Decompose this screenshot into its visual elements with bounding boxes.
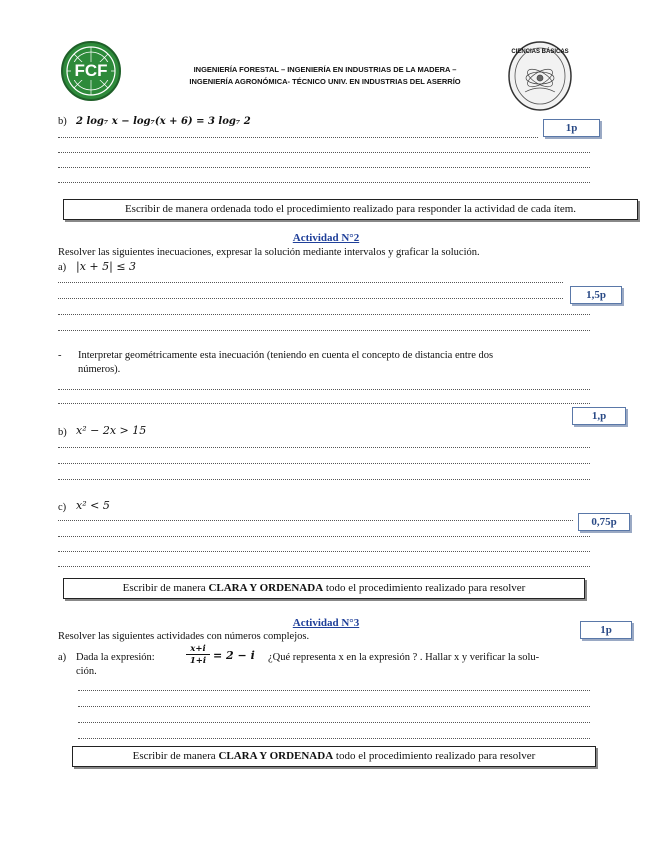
interpret-text-2: números). bbox=[78, 364, 121, 375]
faculty-logo bbox=[60, 40, 122, 102]
department-seal bbox=[507, 40, 573, 112]
item-a3-intro: Dada la expresión: bbox=[76, 652, 155, 663]
activity-3-instruction: Resolver las siguientes actividades con números complejos. bbox=[58, 631, 310, 642]
answer-line[interactable] bbox=[78, 706, 590, 707]
fraction-denominator: 1+i bbox=[189, 656, 207, 666]
item-b-ineq-label: b) bbox=[58, 427, 67, 438]
answer-line[interactable] bbox=[58, 479, 590, 480]
item-b-label: b) bbox=[58, 116, 67, 127]
item-c-expression: x² < 5 bbox=[76, 499, 110, 512]
header-line-2: INGENIERÍA AGRONÓMICA- TÉCNICO UNIV. EN INDUSTRIAS DEL ASERRÍO bbox=[189, 77, 461, 86]
seal-text: CIENCIAS BÁSICAS bbox=[511, 49, 569, 55]
item-b-points: 1p bbox=[543, 119, 600, 137]
interpret-points: 1,p bbox=[572, 407, 626, 425]
logo-text: FCF bbox=[74, 61, 108, 80]
answer-line[interactable] bbox=[58, 447, 590, 448]
activity-3-points: 1p bbox=[580, 621, 632, 639]
item-b-expression: 2 log₇ x − log₇(x + 6) = 3 log₇ 2 bbox=[76, 116, 251, 127]
item-a-points: 1,5p bbox=[570, 286, 622, 304]
answer-line[interactable] bbox=[78, 738, 590, 739]
item-a-label: a) bbox=[58, 262, 67, 273]
instruction-box-2 bbox=[63, 578, 585, 599]
instruction-box-1: Escribir de manera ordenada todo el procedimiento realizado para responder la actividad de cada ítem. bbox=[63, 199, 638, 220]
note3-suffix: todo el procedimiento realizado para resolver bbox=[333, 750, 536, 762]
answer-line[interactable] bbox=[58, 389, 590, 390]
answer-line[interactable] bbox=[58, 314, 590, 315]
note3-bold: CLARA Y ORDENADA bbox=[218, 750, 334, 762]
answer-line[interactable] bbox=[58, 152, 590, 153]
answer-line[interactable] bbox=[58, 403, 590, 404]
activity-2-instruction: Resolver las siguientes inecuaciones, expresar la solución mediante intervalos y graficar la solución. bbox=[58, 247, 480, 258]
header-line-1: INGENIERÍA FORESTAL – INGENIERÍA EN INDUSTRIAS DE LA MADERA – bbox=[193, 65, 457, 74]
item-a3-question-cont: ción. bbox=[76, 666, 97, 677]
item-c-points: 0,75p bbox=[578, 513, 630, 531]
note2-prefix: Escribir de manera bbox=[122, 582, 209, 594]
note2-suffix: todo el procedimiento realizado para resolver bbox=[323, 582, 526, 594]
answer-line[interactable] bbox=[58, 536, 590, 537]
answer-line[interactable] bbox=[58, 282, 563, 283]
equation-rhs: = 2 − i bbox=[213, 649, 255, 662]
interpret-text-1: Interpretar geométricamente esta inecuación (teniendo en cuenta el concepto de distancia entre dos bbox=[78, 350, 494, 361]
fraction-numerator: x+i bbox=[186, 644, 210, 655]
answer-line[interactable] bbox=[78, 690, 590, 691]
answer-line[interactable] bbox=[58, 330, 590, 331]
note2-bold: CLARA Y ORDENADA bbox=[208, 582, 324, 594]
item-a3-question: ¿Qué representa x en la expresión ? . Hallar x y verificar la solu- bbox=[268, 652, 540, 663]
answer-line[interactable] bbox=[58, 520, 573, 521]
answer-line[interactable] bbox=[58, 167, 590, 168]
answer-line[interactable] bbox=[58, 298, 563, 299]
answer-line[interactable] bbox=[58, 137, 538, 138]
interpret-dash: - bbox=[58, 350, 62, 361]
item-a-expression: |x + 5| ≤ 3 bbox=[76, 260, 137, 273]
note3-prefix: Escribir de manera bbox=[132, 750, 219, 762]
answer-line[interactable] bbox=[58, 566, 590, 567]
activity-2-title: Actividad N°2 bbox=[292, 232, 360, 244]
item-c-label: c) bbox=[58, 502, 67, 513]
instruction-box-3 bbox=[72, 746, 596, 767]
answer-line[interactable] bbox=[58, 551, 590, 552]
item-b-ineq-expression: x² − 2x > 15 bbox=[76, 424, 147, 437]
answer-line[interactable] bbox=[58, 463, 590, 464]
item-a3-label: a) bbox=[58, 652, 67, 663]
activity-3-title: Actividad N°3 bbox=[292, 617, 360, 629]
answer-line[interactable] bbox=[58, 182, 590, 183]
answer-line[interactable] bbox=[78, 722, 590, 723]
